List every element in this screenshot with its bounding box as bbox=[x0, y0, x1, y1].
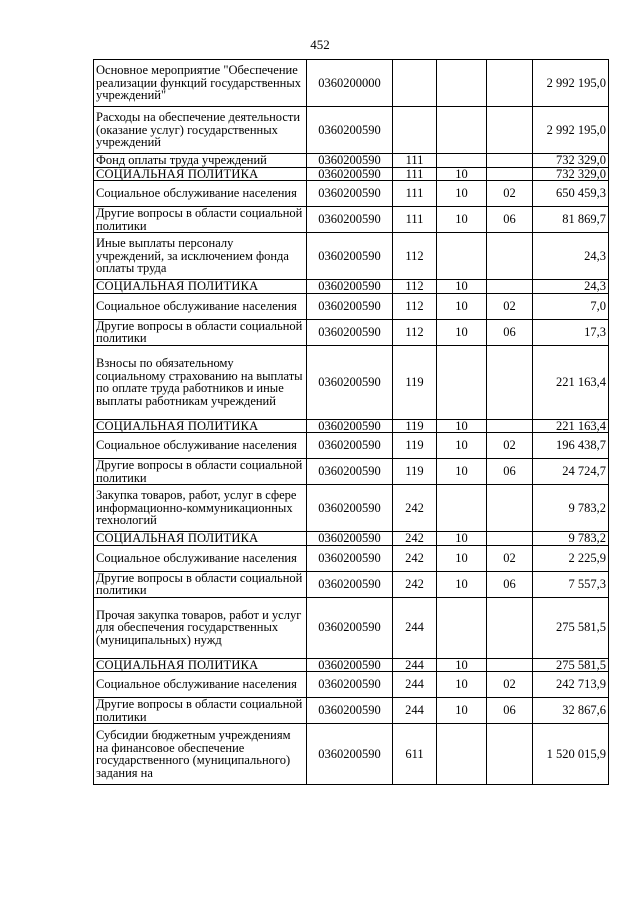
cell-target-article: 0360200590 bbox=[307, 433, 393, 459]
cell-target-article: 0360200590 bbox=[307, 698, 393, 724]
cell-subsection bbox=[487, 532, 533, 546]
cell-subsection bbox=[487, 233, 533, 280]
cell-section bbox=[437, 233, 487, 280]
cell-section: 10 bbox=[437, 167, 487, 181]
cell-section bbox=[437, 107, 487, 154]
cell-name: СОЦИАЛЬНАЯ ПОЛИТИКА bbox=[94, 532, 307, 546]
cell-amount: 9 783,2 bbox=[533, 485, 609, 532]
cell-subsection bbox=[487, 419, 533, 433]
cell-expense-type: 119 bbox=[393, 459, 437, 485]
cell-expense-type: 119 bbox=[393, 345, 437, 419]
table-row bbox=[94, 319, 609, 345]
cell-section bbox=[437, 60, 487, 107]
cell-amount: 2 225,9 bbox=[533, 545, 609, 571]
cell-expense-type: 242 bbox=[393, 485, 437, 532]
cell-expense-type: 244 bbox=[393, 597, 437, 658]
cell-subsection: 02 bbox=[487, 293, 533, 319]
cell-amount: 242 713,9 bbox=[533, 672, 609, 698]
cell-name: Другие вопросы в области социальной политики bbox=[94, 571, 307, 597]
cell-amount: 7,0 bbox=[533, 293, 609, 319]
cell-expense-type: 242 bbox=[393, 571, 437, 597]
cell-section: 10 bbox=[437, 293, 487, 319]
cell-amount: 2 992 195,0 bbox=[533, 107, 609, 154]
cell-target-article: 0360200590 bbox=[307, 107, 393, 154]
cell-section: 10 bbox=[437, 545, 487, 571]
table-row bbox=[94, 571, 609, 597]
cell-expense-type: 119 bbox=[393, 419, 437, 433]
cell-target-article: 0360200590 bbox=[307, 724, 393, 785]
cell-name: Социальное обслуживание населения bbox=[94, 672, 307, 698]
cell-section: 10 bbox=[437, 433, 487, 459]
cell-section: 10 bbox=[437, 459, 487, 485]
cell-target-article: 0360200590 bbox=[307, 571, 393, 597]
cell-expense-type: 244 bbox=[393, 672, 437, 698]
cell-name: Взносы по обязательному социальному страхованию на выплаты по оплате труда работников и иные выплаты работникам учреждений bbox=[94, 345, 307, 419]
cell-name: Другие вопросы в области социальной политики bbox=[94, 698, 307, 724]
table-row bbox=[94, 658, 609, 672]
table-row bbox=[94, 545, 609, 571]
cell-amount: 2 992 195,0 bbox=[533, 60, 609, 107]
cell-section bbox=[437, 485, 487, 532]
cell-amount: 9 783,2 bbox=[533, 532, 609, 546]
table-row bbox=[94, 724, 609, 785]
cell-name: СОЦИАЛЬНАЯ ПОЛИТИКА bbox=[94, 167, 307, 181]
cell-expense-type: 611 bbox=[393, 724, 437, 785]
cell-target-article: 0360200590 bbox=[307, 419, 393, 433]
cell-name: Иные выплаты персоналу учреждений, за исключением фонда оплаты труда bbox=[94, 233, 307, 280]
cell-amount: 196 438,7 bbox=[533, 433, 609, 459]
cell-amount: 650 459,3 bbox=[533, 181, 609, 207]
cell-section: 10 bbox=[437, 280, 487, 294]
table-row bbox=[94, 345, 609, 419]
cell-subsection bbox=[487, 724, 533, 785]
cell-section bbox=[437, 724, 487, 785]
cell-target-article: 0360200590 bbox=[307, 154, 393, 168]
cell-name: Прочая закупка товаров, работ и услуг для обеспечения государственных (муниципальных) нужд bbox=[94, 597, 307, 658]
cell-subsection bbox=[487, 167, 533, 181]
cell-subsection bbox=[487, 658, 533, 672]
cell-expense-type: 111 bbox=[393, 167, 437, 181]
cell-target-article: 0360200590 bbox=[307, 345, 393, 419]
cell-subsection: 06 bbox=[487, 459, 533, 485]
cell-subsection: 02 bbox=[487, 181, 533, 207]
cell-amount: 24,3 bbox=[533, 280, 609, 294]
cell-amount: 732 329,0 bbox=[533, 154, 609, 168]
cell-expense-type: 119 bbox=[393, 433, 437, 459]
cell-subsection bbox=[487, 280, 533, 294]
cell-subsection bbox=[487, 154, 533, 168]
page-number: 452 bbox=[310, 37, 330, 52]
cell-section: 10 bbox=[437, 207, 487, 233]
table-row bbox=[94, 698, 609, 724]
budget-table-body bbox=[94, 60, 609, 785]
cell-target-article: 0360200590 bbox=[307, 459, 393, 485]
cell-amount: 24 724,7 bbox=[533, 459, 609, 485]
budget-table bbox=[93, 59, 609, 785]
cell-subsection: 06 bbox=[487, 207, 533, 233]
cell-section: 10 bbox=[437, 698, 487, 724]
cell-subsection: 06 bbox=[487, 698, 533, 724]
cell-target-article: 0360200590 bbox=[307, 597, 393, 658]
cell-amount: 275 581,5 bbox=[533, 658, 609, 672]
cell-subsection bbox=[487, 485, 533, 532]
cell-name: Закупка товаров, работ, услуг в сфере информационно-коммуникационных технологий bbox=[94, 485, 307, 532]
cell-subsection: 02 bbox=[487, 672, 533, 698]
cell-target-article: 0360200590 bbox=[307, 207, 393, 233]
cell-section bbox=[437, 154, 487, 168]
cell-subsection: 06 bbox=[487, 319, 533, 345]
cell-name: Социальное обслуживание населения bbox=[94, 293, 307, 319]
cell-target-article: 0360200590 bbox=[307, 545, 393, 571]
cell-subsection bbox=[487, 107, 533, 154]
cell-amount: 1 520 015,9 bbox=[533, 724, 609, 785]
cell-expense-type: 111 bbox=[393, 181, 437, 207]
cell-subsection: 06 bbox=[487, 571, 533, 597]
cell-subsection: 02 bbox=[487, 545, 533, 571]
cell-expense-type: 244 bbox=[393, 658, 437, 672]
table-row bbox=[94, 485, 609, 532]
cell-expense-type: 112 bbox=[393, 280, 437, 294]
cell-amount: 221 163,4 bbox=[533, 419, 609, 433]
cell-expense-type: 112 bbox=[393, 293, 437, 319]
cell-amount: 732 329,0 bbox=[533, 167, 609, 181]
cell-name: Основное мероприятие "Обеспечение реализации функций государственных учреждений" bbox=[94, 60, 307, 107]
cell-amount: 24,3 bbox=[533, 233, 609, 280]
cell-subsection bbox=[487, 597, 533, 658]
table-row bbox=[94, 433, 609, 459]
table-row bbox=[94, 597, 609, 658]
cell-target-article: 0360200590 bbox=[307, 293, 393, 319]
cell-expense-type: 242 bbox=[393, 545, 437, 571]
table-row bbox=[94, 459, 609, 485]
cell-section: 10 bbox=[437, 672, 487, 698]
cell-target-article: 0360200590 bbox=[307, 167, 393, 181]
cell-expense-type bbox=[393, 60, 437, 107]
cell-expense-type: 112 bbox=[393, 319, 437, 345]
cell-subsection bbox=[487, 345, 533, 419]
cell-section: 10 bbox=[437, 419, 487, 433]
cell-target-article: 0360200590 bbox=[307, 672, 393, 698]
cell-target-article: 0360200590 bbox=[307, 658, 393, 672]
cell-target-article: 0360200590 bbox=[307, 181, 393, 207]
cell-name: СОЦИАЛЬНАЯ ПОЛИТИКА bbox=[94, 280, 307, 294]
table-row bbox=[94, 60, 609, 107]
cell-target-article: 0360200590 bbox=[307, 233, 393, 280]
cell-amount: 275 581,5 bbox=[533, 597, 609, 658]
cell-expense-type: 111 bbox=[393, 154, 437, 168]
cell-name: Социальное обслуживание населения bbox=[94, 181, 307, 207]
cell-amount: 32 867,6 bbox=[533, 698, 609, 724]
table-row bbox=[94, 293, 609, 319]
table-row bbox=[94, 233, 609, 280]
cell-expense-type: 242 bbox=[393, 532, 437, 546]
cell-amount: 7 557,3 bbox=[533, 571, 609, 597]
table-row bbox=[94, 419, 609, 433]
cell-name: Субсидии бюджетным учреждениям на финансовое обеспечение государственного (муниципального) задания на bbox=[94, 724, 307, 785]
cell-amount: 17,3 bbox=[533, 319, 609, 345]
cell-subsection: 02 bbox=[487, 433, 533, 459]
table-row bbox=[94, 154, 609, 168]
cell-section bbox=[437, 597, 487, 658]
cell-section: 10 bbox=[437, 571, 487, 597]
cell-expense-type: 244 bbox=[393, 698, 437, 724]
cell-name: СОЦИАЛЬНАЯ ПОЛИТИКА bbox=[94, 658, 307, 672]
cell-name: Другие вопросы в области социальной политики bbox=[94, 207, 307, 233]
table-row bbox=[94, 532, 609, 546]
cell-name: Другие вопросы в области социальной политики bbox=[94, 459, 307, 485]
cell-name: Социальное обслуживание населения bbox=[94, 545, 307, 571]
cell-subsection bbox=[487, 60, 533, 107]
cell-section: 10 bbox=[437, 319, 487, 345]
cell-expense-type: 111 bbox=[393, 207, 437, 233]
cell-target-article: 0360200590 bbox=[307, 485, 393, 532]
cell-section: 10 bbox=[437, 532, 487, 546]
cell-expense-type bbox=[393, 107, 437, 154]
cell-name: Фонд оплаты труда учреждений bbox=[94, 154, 307, 168]
table-row bbox=[94, 167, 609, 181]
cell-name: Другие вопросы в области социальной политики bbox=[94, 319, 307, 345]
table-row bbox=[94, 672, 609, 698]
cell-section: 10 bbox=[437, 181, 487, 207]
cell-target-article: 0360200000 bbox=[307, 60, 393, 107]
cell-name: Социальное обслуживание населения bbox=[94, 433, 307, 459]
table-row bbox=[94, 207, 609, 233]
cell-target-article: 0360200590 bbox=[307, 319, 393, 345]
cell-name: СОЦИАЛЬНАЯ ПОЛИТИКА bbox=[94, 419, 307, 433]
cell-target-article: 0360200590 bbox=[307, 532, 393, 546]
cell-section: 10 bbox=[437, 658, 487, 672]
table-row bbox=[94, 107, 609, 154]
table-row bbox=[94, 280, 609, 294]
cell-expense-type: 112 bbox=[393, 233, 437, 280]
cell-section bbox=[437, 345, 487, 419]
cell-target-article: 0360200590 bbox=[307, 280, 393, 294]
cell-amount: 221 163,4 bbox=[533, 345, 609, 419]
cell-name: Расходы на обеспечение деятельности (оказание услуг) государственных учреждений bbox=[94, 107, 307, 154]
cell-amount: 81 869,7 bbox=[533, 207, 609, 233]
table-row bbox=[94, 181, 609, 207]
